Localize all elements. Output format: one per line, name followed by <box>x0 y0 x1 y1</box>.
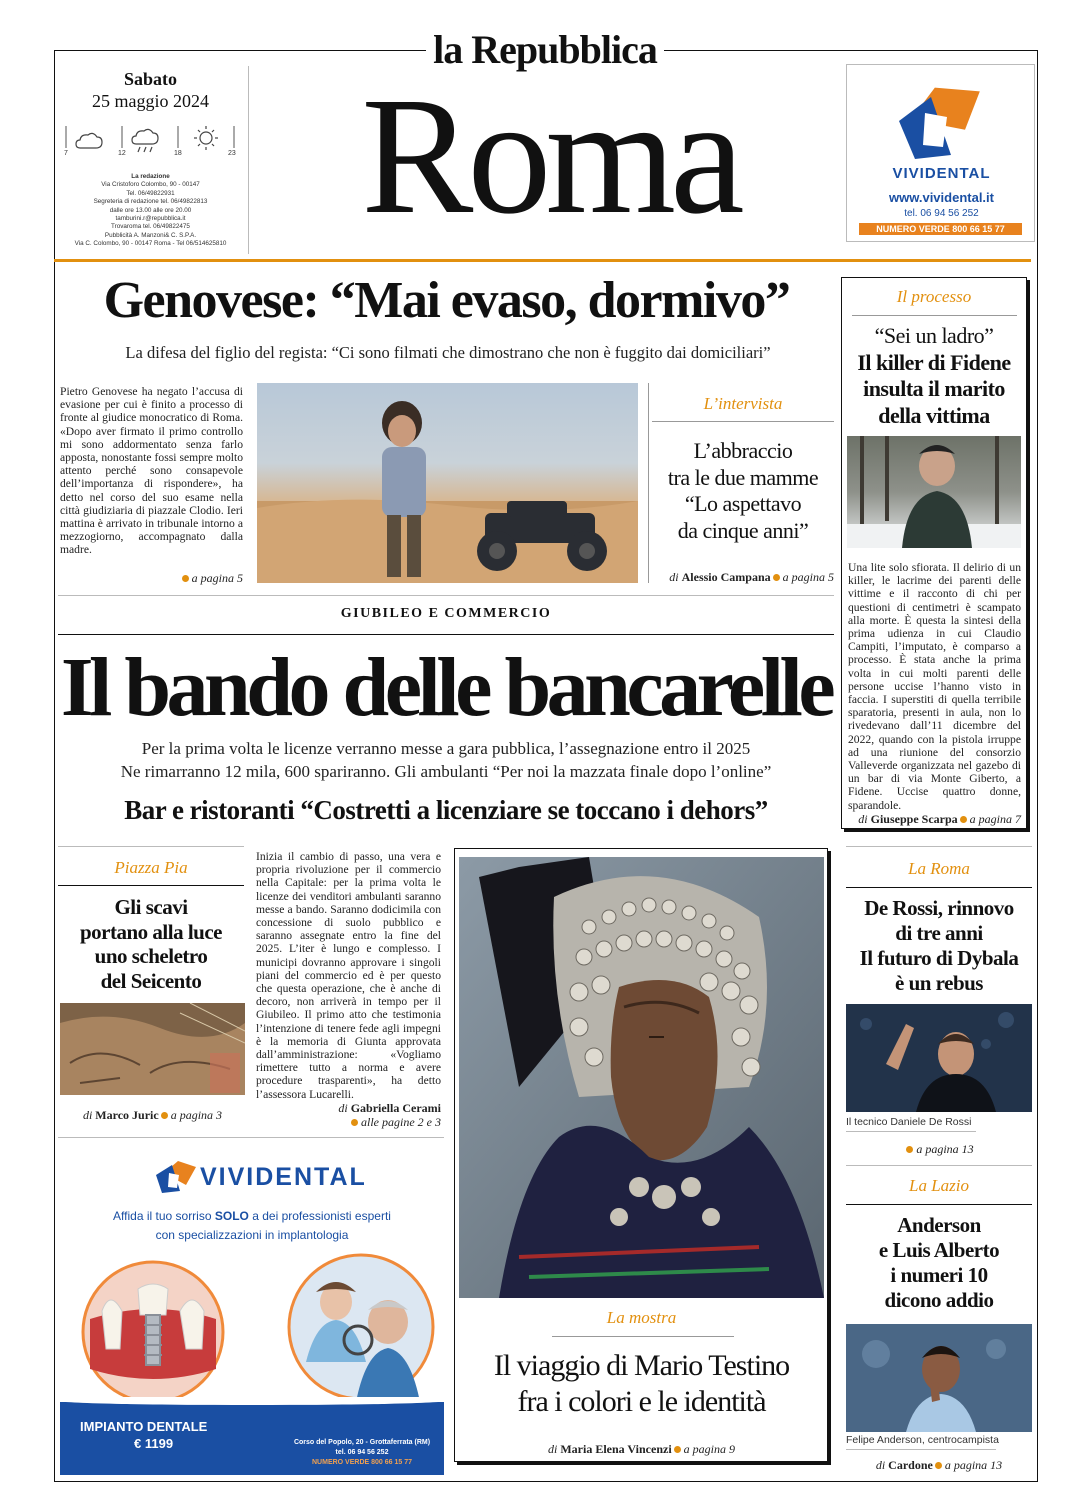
ad-phone: tel. 06 94 56 252 <box>904 208 979 219</box>
ad-bottom-toll-free: NUMERO VERDE 800 66 15 77 <box>312 1459 412 1466</box>
piazza-headline[interactable]: Gli scavi portano alla luce uno scheletro del Seicento <box>80 895 222 993</box>
mostra-headline[interactable]: Il viaggio di Mario Testino fra i colori e le identità <box>493 1349 790 1418</box>
dental-implant-illustration <box>80 1259 226 1405</box>
lead-page-ref[interactable]: a pagina 5 <box>60 571 243 586</box>
ad-brand: VIVIDENTAL <box>892 165 991 182</box>
main-secondary-headline[interactable]: Bar e ristoranti “Costretti a licenziare se toccano i dehors” <box>124 795 768 825</box>
hour-label: 7 <box>64 150 68 157</box>
main-body: Inizia il cambio di passo, una vera e propria rivoluzione per il commercio nella Capitale: per la prima volta le licenze dei venditori ambulanti saranno messe a bando. Saranno dodicimila con concessione di suolo pubblico e saranno assegnate entro la fine del 2025. L’iter è lungo e complesso. I municipi dovranno approvare i singoli piani del commercio ed è per questo che questa operazione, che è anche di decoro, non arriverà in tempo per il Giubileo. Il primo atto che testimonia l’intenzione di tenere fede agli impegni è la memoria di Giunta approvata dall’amministrazione: «Vogliamo rimettere tutto a norma e avere procedure trasparenti», ha detto l’assessora Lucarelli. <box>256 850 441 1101</box>
ad-url: www.vividental.it <box>889 190 994 205</box>
redazione-line: Pubblicità A. Manzoni& C. S.P.A. <box>104 231 197 239</box>
lazio-photo <box>846 1324 1032 1432</box>
ad-vividental-top[interactable] <box>846 64 1035 242</box>
redazione-line: Segreteria di redazione tel. 06/49822813 <box>93 198 208 206</box>
redazione-line: Via Cristoforo Colombo, 90 - 00147 <box>101 181 200 189</box>
mostra-byline[interactable]: di Maria Elena Vincenzi a pagina 9 <box>547 1442 735 1456</box>
roma-page-ref[interactable]: a pagina 13 <box>846 1142 1032 1157</box>
processo-photo <box>847 436 1021 548</box>
processo-byline[interactable]: di Giuseppe Scarpa a pagina 7 <box>858 812 1021 826</box>
bullet-dot <box>182 575 189 582</box>
redazione-line: Trovaroma tel. 06/49822475 <box>111 223 190 231</box>
redazione-line: tamburini.r@repubblica.it <box>115 215 186 223</box>
bullet-dot <box>674 1446 681 1453</box>
intervista-byline[interactable]: di Alessio Campana a pagina 5 <box>669 570 834 584</box>
city-title: Roma <box>361 63 739 249</box>
processo-kicker: Il processo <box>896 287 972 306</box>
roma-headline[interactable]: De Rossi, rinnovo di tre anni Il futuro di Dybala è un rebus <box>859 896 1019 995</box>
bullet-dot <box>161 1112 168 1119</box>
main-sub-1: Per la prima volta le licenze verranno messe a gara pubblica, l’assegnazione entro il 2025 <box>141 739 751 758</box>
sun-icon <box>194 126 218 150</box>
ad-bottom-brand: VIVIDENTAL <box>200 1163 367 1191</box>
ad-vividental-bottom[interactable] <box>60 1147 444 1475</box>
intervista-headline[interactable]: L’abbraccio tra le due mamme “Lo aspettavo da cinque anni” <box>667 438 819 543</box>
lead-photo <box>257 383 638 583</box>
mostra-photo <box>459 857 824 1298</box>
roma-kicker: La Roma <box>908 859 970 878</box>
redazione-line: dalle ore 13.00 alle ore 20.00 <box>109 206 192 214</box>
redazione-title: La redazione <box>131 173 170 180</box>
ad-address: Corso del Popolo, 20 - Grottaferrata (RM) <box>293 1439 431 1446</box>
ad-bottom-phone: tel. 06 94 56 252 <box>335 1449 389 1456</box>
dateline <box>58 68 243 112</box>
lazio-kicker: La Lazio <box>909 1176 969 1195</box>
bullet-dot <box>906 1146 913 1153</box>
hour-label: 23 <box>228 150 236 157</box>
lead-body: Pietro Genovese ha negato l’accusa di evasione per cui è finito a processo di fronte al giudice monocratico di Roma. «Dopo aver firmato il primo controllo mi sono addormentato senza farlo apposta, nonostante fossi sempre molto attento perché sono consapevole dell’importanza di rispondere», ha detto nel corso del suo esame nella città giudiziaria di piazzale Clodio. Ieri mattina è arrivato in tribunale intorno a mezzogiorno, accompagnato dalla madre. <box>60 385 243 557</box>
dateline-date: 25 maggio 2024 <box>92 91 209 111</box>
bullet-dot <box>773 574 780 581</box>
ad-offer-label: IMPIANTO DENTALE <box>80 1419 208 1434</box>
vividental-logo-icon <box>891 77 991 165</box>
lead-headline[interactable]: Genovese: “Mai evaso, dormivo” <box>103 272 790 329</box>
redazione-box <box>58 173 243 249</box>
weather-hours <box>62 150 242 160</box>
brand-logo: la Repubblica <box>433 27 657 72</box>
roma-photo <box>846 1004 1032 1112</box>
mostra-kicker: La mostra <box>606 1308 677 1327</box>
intervista-kicker: L’intervista <box>703 394 783 413</box>
main-headline[interactable]: Il bando delle bancarelle <box>60 641 832 734</box>
cloud-icon <box>76 133 102 148</box>
lazio-headline[interactable]: Anderson e Luis Alberto i numeri 10 dicono addio <box>878 1213 1000 1312</box>
ad-bottom-tagline-2: con specializzazioni in implantologia <box>155 1228 349 1242</box>
bullet-dot <box>960 816 967 823</box>
main-byline[interactable]: di Gabriella Cerami alle pagine 2 e 3 <box>338 1101 441 1129</box>
lazio-byline[interactable]: di Cardone a pagina 13 <box>875 1458 1003 1472</box>
dentist-photo <box>286 1252 436 1402</box>
dateline-day: Sabato <box>123 69 177 89</box>
redazione-line: Tel. 06/49822931 <box>126 189 175 197</box>
ad-bottom-tagline-1: Affida il tuo sorriso SOLO a dei professionisti esperti <box>113 1209 391 1223</box>
bullet-dot <box>351 1119 358 1126</box>
lazio-caption: Felipe Anderson, centrocampista <box>846 1434 999 1446</box>
ad-offer-price: € 1199 <box>134 1436 174 1451</box>
redazione-line: Via C. Colombo, 90 - 00147 Roma - Tel 06/514625810 <box>74 240 227 248</box>
main-overline: GIUBILEO E COMMERCIO <box>340 606 552 621</box>
hour-label: 18 <box>174 150 182 157</box>
main-sub-2: Ne rimarranno 12 mila, 600 spariranno. Gli ambulanti “Per noi la mazzata finale dopo l’online” <box>120 762 772 781</box>
rain-cloud-icon <box>132 129 158 152</box>
roma-caption: Il tecnico Daniele De Rossi <box>846 1116 972 1128</box>
piazza-kicker: Piazza Pia <box>114 858 188 877</box>
piazza-byline[interactable]: di Marco Juric a pagina 3 <box>82 1108 223 1122</box>
vividental-logo-icon <box>154 1157 198 1197</box>
hour-label: 12 <box>118 150 126 157</box>
lead-subhead: La difesa del figlio del regista: “Ci sono filmati che dimostrano che non è fuggito dai domiciliari” <box>125 343 771 362</box>
piazza-photo <box>60 1003 245 1095</box>
bullet-dot <box>935 1462 942 1469</box>
processo-headline[interactable]: “Sei un ladro” Il killer di Fidene insulta il marito della vittima <box>857 323 1011 428</box>
ad-toll-free: NUMERO VERDE 800 66 15 77 <box>859 223 1022 235</box>
processo-body: Una lite solo sfiorata. Il delirio di un killer, le lacrime dei parenti delle vittime e il racconto di chi per questioni di centimetri è scampato alla morte. È questa la sintesi della prima udienza in cui Claudio Campiti, l’imputato, è comparso a processo. È stata anche la prima volta in cui molti parenti delle persone uccise l’hanno visto in faccia. I superstiti di quella terribile sparatoria, presenti in aula, non lo rivedevano dall’11 dicembre del 2022, quando con la pistola irruppe ad una riunione del consorzio Valleverde organizzata nel gazebo di un bar di via Monte Giberto, a Fidene. Uccise quattro donne, sparandole. <box>848 561 1021 812</box>
